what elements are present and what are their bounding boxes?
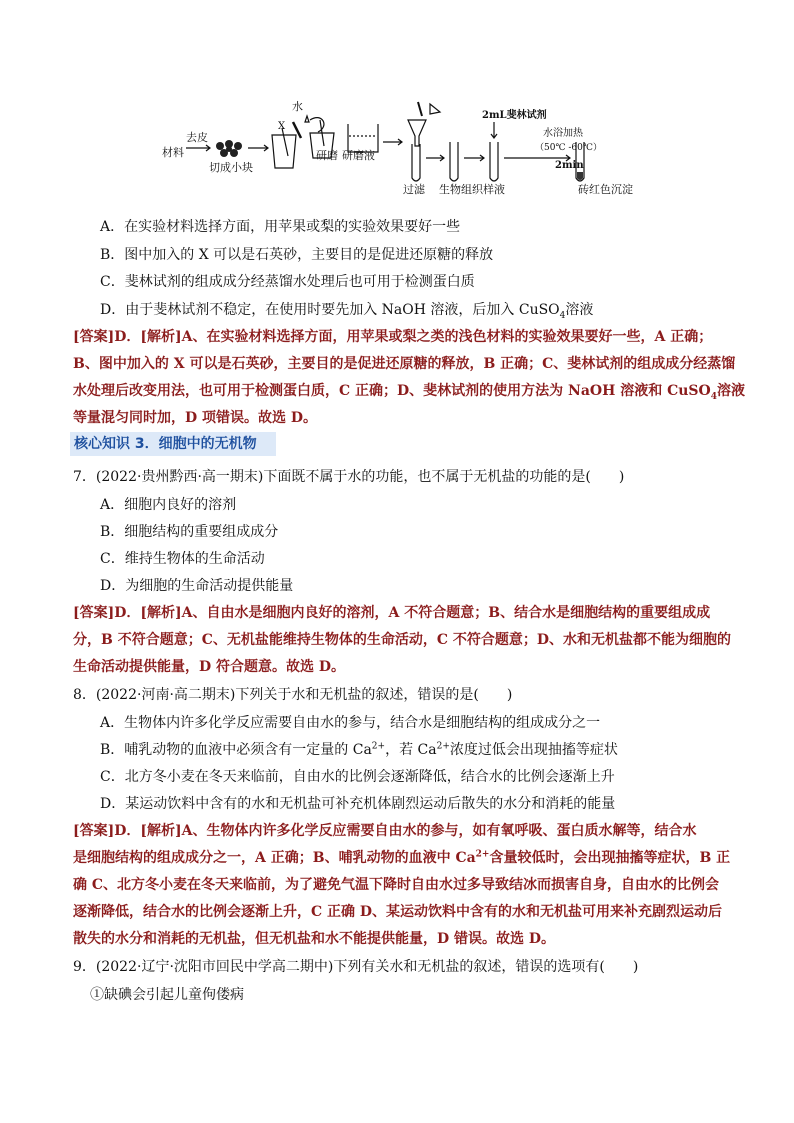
section-header: 核心知识 3．细胞中的无机物 <box>70 432 276 456</box>
label-grind: 研磨 <box>316 149 338 162</box>
x-dropper-icon <box>293 122 301 138</box>
label-material: 材料 <box>162 146 184 159</box>
q6-answer-line-3 <box>73 381 745 402</box>
superscript: 2+ <box>371 741 386 752</box>
experiment-diagram <box>150 98 650 204</box>
label-peel: 去皮 <box>186 131 208 144</box>
label-reagent: 2mL斐林试剂 <box>482 110 547 121</box>
subscript: 4 <box>559 310 566 321</box>
q7-option-b: B．细胞结构的重要组成成分 <box>100 524 279 540</box>
q8-stem: 8．(2022·河南·高二期末)下列关于水和无机盐的叙述，错误的是( ) <box>73 687 513 703</box>
q6-option-d-tail: 溶液 <box>565 302 594 318</box>
pestle-icon <box>282 128 288 156</box>
filter-tube-icon <box>412 144 420 181</box>
q8-answer-line-3: 确 C、北方冬小麦在冬天来临前，为了避免气温下降时自由水过多导致结冰而损害自身，自由水的比例会 <box>73 877 720 893</box>
q7-option-c: C．维持生物体的生命活动 <box>100 551 265 567</box>
q8-answer-line-1: [答案]D．[解析]A、生物体内许多化学反应需要自由水的参与，如有氧呼吸、蛋白质水解等，结合水 <box>73 823 697 839</box>
superscript: 2+ <box>436 741 450 752</box>
q8-answer-line-2-tail: 含量较低时，会出现抽搐等症状，B 正 <box>489 850 731 866</box>
label-bath: 水浴加热 <box>543 128 583 139</box>
arrow-to-mortar <box>248 145 268 151</box>
label-filter: 过滤 <box>403 183 425 196</box>
label-grind-liquid: 研磨液 <box>342 149 375 162</box>
q7-answer-line-1: [答案]D．[解析]A、自由水是细胞内良好的溶剂，A 不符合题意；B、结合水是细胞结构的重要组成成 <box>73 605 711 621</box>
label-temp: （50℃ -60℃） <box>535 143 602 153</box>
q8-option-a: A．生物体内许多化学反应需要自由水的参与，结合水是细胞结构的组成成分之一 <box>100 715 601 731</box>
q8-option-b-text: B．哺乳动物的血液中必须含有一定量的 Ca <box>100 742 372 758</box>
q8-option-b-tail: 浓度过低会出现抽搐等症状 <box>449 742 618 758</box>
q7-answer-line-3: 生命活动提供能量，D 符合题意。故选 D。 <box>73 659 346 675</box>
labels <box>162 99 633 196</box>
reagent-arrow <box>491 122 497 138</box>
sample-tube-icon <box>450 142 458 181</box>
label-water: 水 <box>292 100 303 113</box>
arrow-to-filter <box>383 139 402 145</box>
q9-stem: 9．(2022·辽宁·沈阳市回民中学高二期中)下列有关水和无机盐的叙述，错误的选项有( ) <box>73 959 639 975</box>
q6-option-a: A．在实验材料选择方面，用苹果或梨的实验效果要好一些 <box>100 219 461 235</box>
label-time: 2min <box>555 160 584 171</box>
funnel-icon <box>408 120 426 146</box>
q7-stem: 7．(2022·贵州黔西·高一期末)下面既不属于水的功能，也不属于无机盐的功能的是( ) <box>73 469 625 485</box>
beaker-icon <box>348 124 378 152</box>
q8-option-b-mid: ，若 Ca <box>385 742 437 758</box>
q7-option-d: D．为细胞的生命活动提供能量 <box>100 578 294 594</box>
fruit-chunks-icon <box>216 140 242 157</box>
arrow-peel <box>186 145 210 151</box>
label-sample: 生物组织样液 <box>439 183 505 196</box>
q6-option-b: B．图中加入的 X 可以是石英砂，主要目的是促进还原糖的释放 <box>100 247 494 263</box>
q8-answer-line-5: 散失的水分和消耗的无机盐，但无机盐和水不能提供能量，D 错误。故选 D。 <box>73 931 556 947</box>
water-drop-icon <box>305 116 309 122</box>
q6-answer-line-3-tail: 溶液 <box>716 383 745 399</box>
label-result: 砖红色沉淀 <box>578 183 633 196</box>
q8-option-b <box>100 740 618 760</box>
q6-answer-line-3-text: 水处理后改变用法，也可用于检测蛋白质，C 正确；D、斐林试剂的使用方法为 NaOH 溶液和 CuSO <box>73 383 711 399</box>
q6-option-d-text: D．由于斐林试剂不稳定，在使用时要先加入 NaOH 溶液，后加入 CuSO <box>100 302 560 318</box>
q6-answer-line-2: B、图中加入的 X 可以是石英砂，主要目的是促进还原糖的释放，B 正确；C、斐林试剂的组成成分经蒸馏 <box>73 356 736 372</box>
reagent-tube-icon <box>490 142 498 181</box>
q8-option-c: C．北方冬小麦在冬天来临前，自由水的比例会逐渐降低，结合水的比例会逐渐上升 <box>100 769 615 785</box>
label-x: X <box>278 121 286 132</box>
q7-answer-line-2: 分，B 不符合题意；C、无机盐能维持生物体的生命活动，C 不符合题意；D、水和无机盐都不能为细胞的 <box>73 632 732 648</box>
q6-answer-line-1: [答案]D．[解析]A、在实验材料选择方面，用苹果或梨之类的浅色材料的实验效果要好一些，A 正确； <box>73 329 713 345</box>
q7-option-a: A．细胞内良好的溶剂 <box>100 497 237 513</box>
q6-answer-line-4: 等量混匀同时加，D 项错误。故选 D。 <box>73 410 318 426</box>
subscript: 4 <box>710 391 717 402</box>
q6-option-d <box>100 300 593 320</box>
q8-option-d: D．某运动饮料中含有的水和无机盐可补充机体剧烈运动后散失的水分和消耗的能量 <box>100 796 616 812</box>
precipitate-icon <box>577 172 583 180</box>
q8-answer-line-4: 逐渐降低，结合水的比例会逐渐上升，C 正确 D、某运动饮料中含有的水和无机盐可用来补充剧烈运动后 <box>73 904 723 920</box>
q8-answer-line-2 <box>73 848 731 868</box>
label-cut: 切成小块 <box>209 161 253 174</box>
dropper-icon <box>418 102 422 116</box>
arrow-to-sample <box>426 155 444 161</box>
superscript: 2+ <box>475 849 490 860</box>
flag-icon <box>430 104 440 114</box>
q8-answer-line-2-text: 是细胞结构的组成成分之一，A 正确；B、哺乳动物的血液中 Ca <box>73 850 476 866</box>
q6-option-c: C．斐林试剂的组成成分经蒸馏水处理后也可用于检测蛋白质 <box>100 274 475 290</box>
arrow-to-reagent-tube <box>464 155 484 161</box>
q9-item-1: ①缺碘会引起儿童佝偻病 <box>90 987 244 1003</box>
